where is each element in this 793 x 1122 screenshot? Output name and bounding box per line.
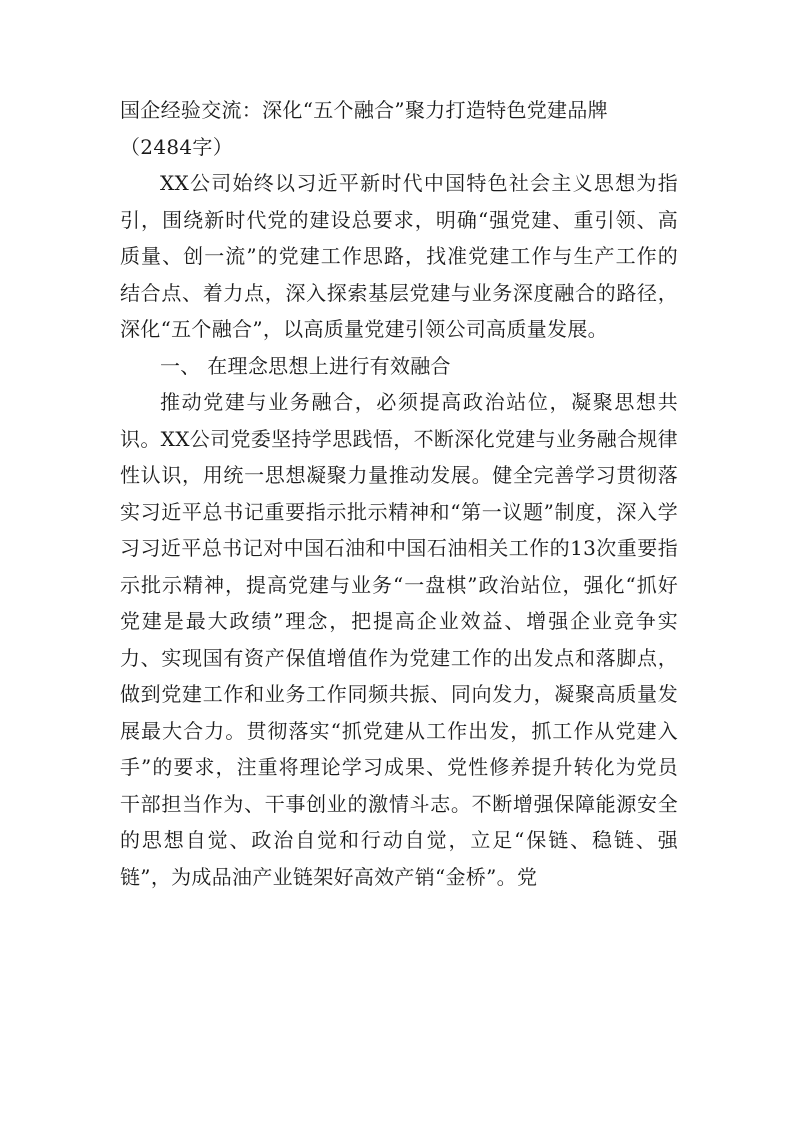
intro-paragraph: XX公司始终以习近平新时代中国特色社会主义思想为指引，围绕新时代党的建设总要求，明确“强党建、重引领、高质量、创一流”的党建工作思路，找准党建工作与生产工作的结合点、着力点，深入探索基层党建与业务深度融合的路径，深化“五个融合”，以高质量党建引领公司高质量发展。 — [120, 171, 678, 341]
section-1-heading: 一、 在理念思想上进行有效融合 — [160, 353, 451, 378]
section-1-paragraph: 推动党建与业务融合，必须提高政治站位，凝聚思想共识。XX公司党委坚持学思践悟，不断深化党建与业务融合规律性认识，用统一思想凝聚力量推动发展。健全完善学习贯彻落实习近平总书记重要指示批示精神和“第一议题”制度，深入学习习近平总书记对中国石油和中国石油相关工作的13次重要指示批示精神，提高党建与业务“一盘棋”政治站位，强化“抓好党建是最大政绩”理念，把提高企业效益、增强企业竞争实力、实现国有资产保值增值作为党建工作的出发点和落脚点，做到党建工作和业务工作同频共振、同向发力，凝聚高质量发展最大合力。贯彻落实“抓党建从工作出发，抓工作从党建入手”的要求，注重将理论学习成果、党性修养提升转化为党员干部担当作为、干事创业的激情斗志。不断增强保障能源安全的思想自觉、政治自觉和行动自觉，立足“保链、稳链、强链”，为成品油产业链架好高效产销“金桥”。党 — [120, 390, 678, 889]
document-body — [120, 92, 678, 895]
document-title: 国企经验交流：深化“五个融合”聚力打造特色党建品牌（2484字） — [120, 98, 608, 159]
